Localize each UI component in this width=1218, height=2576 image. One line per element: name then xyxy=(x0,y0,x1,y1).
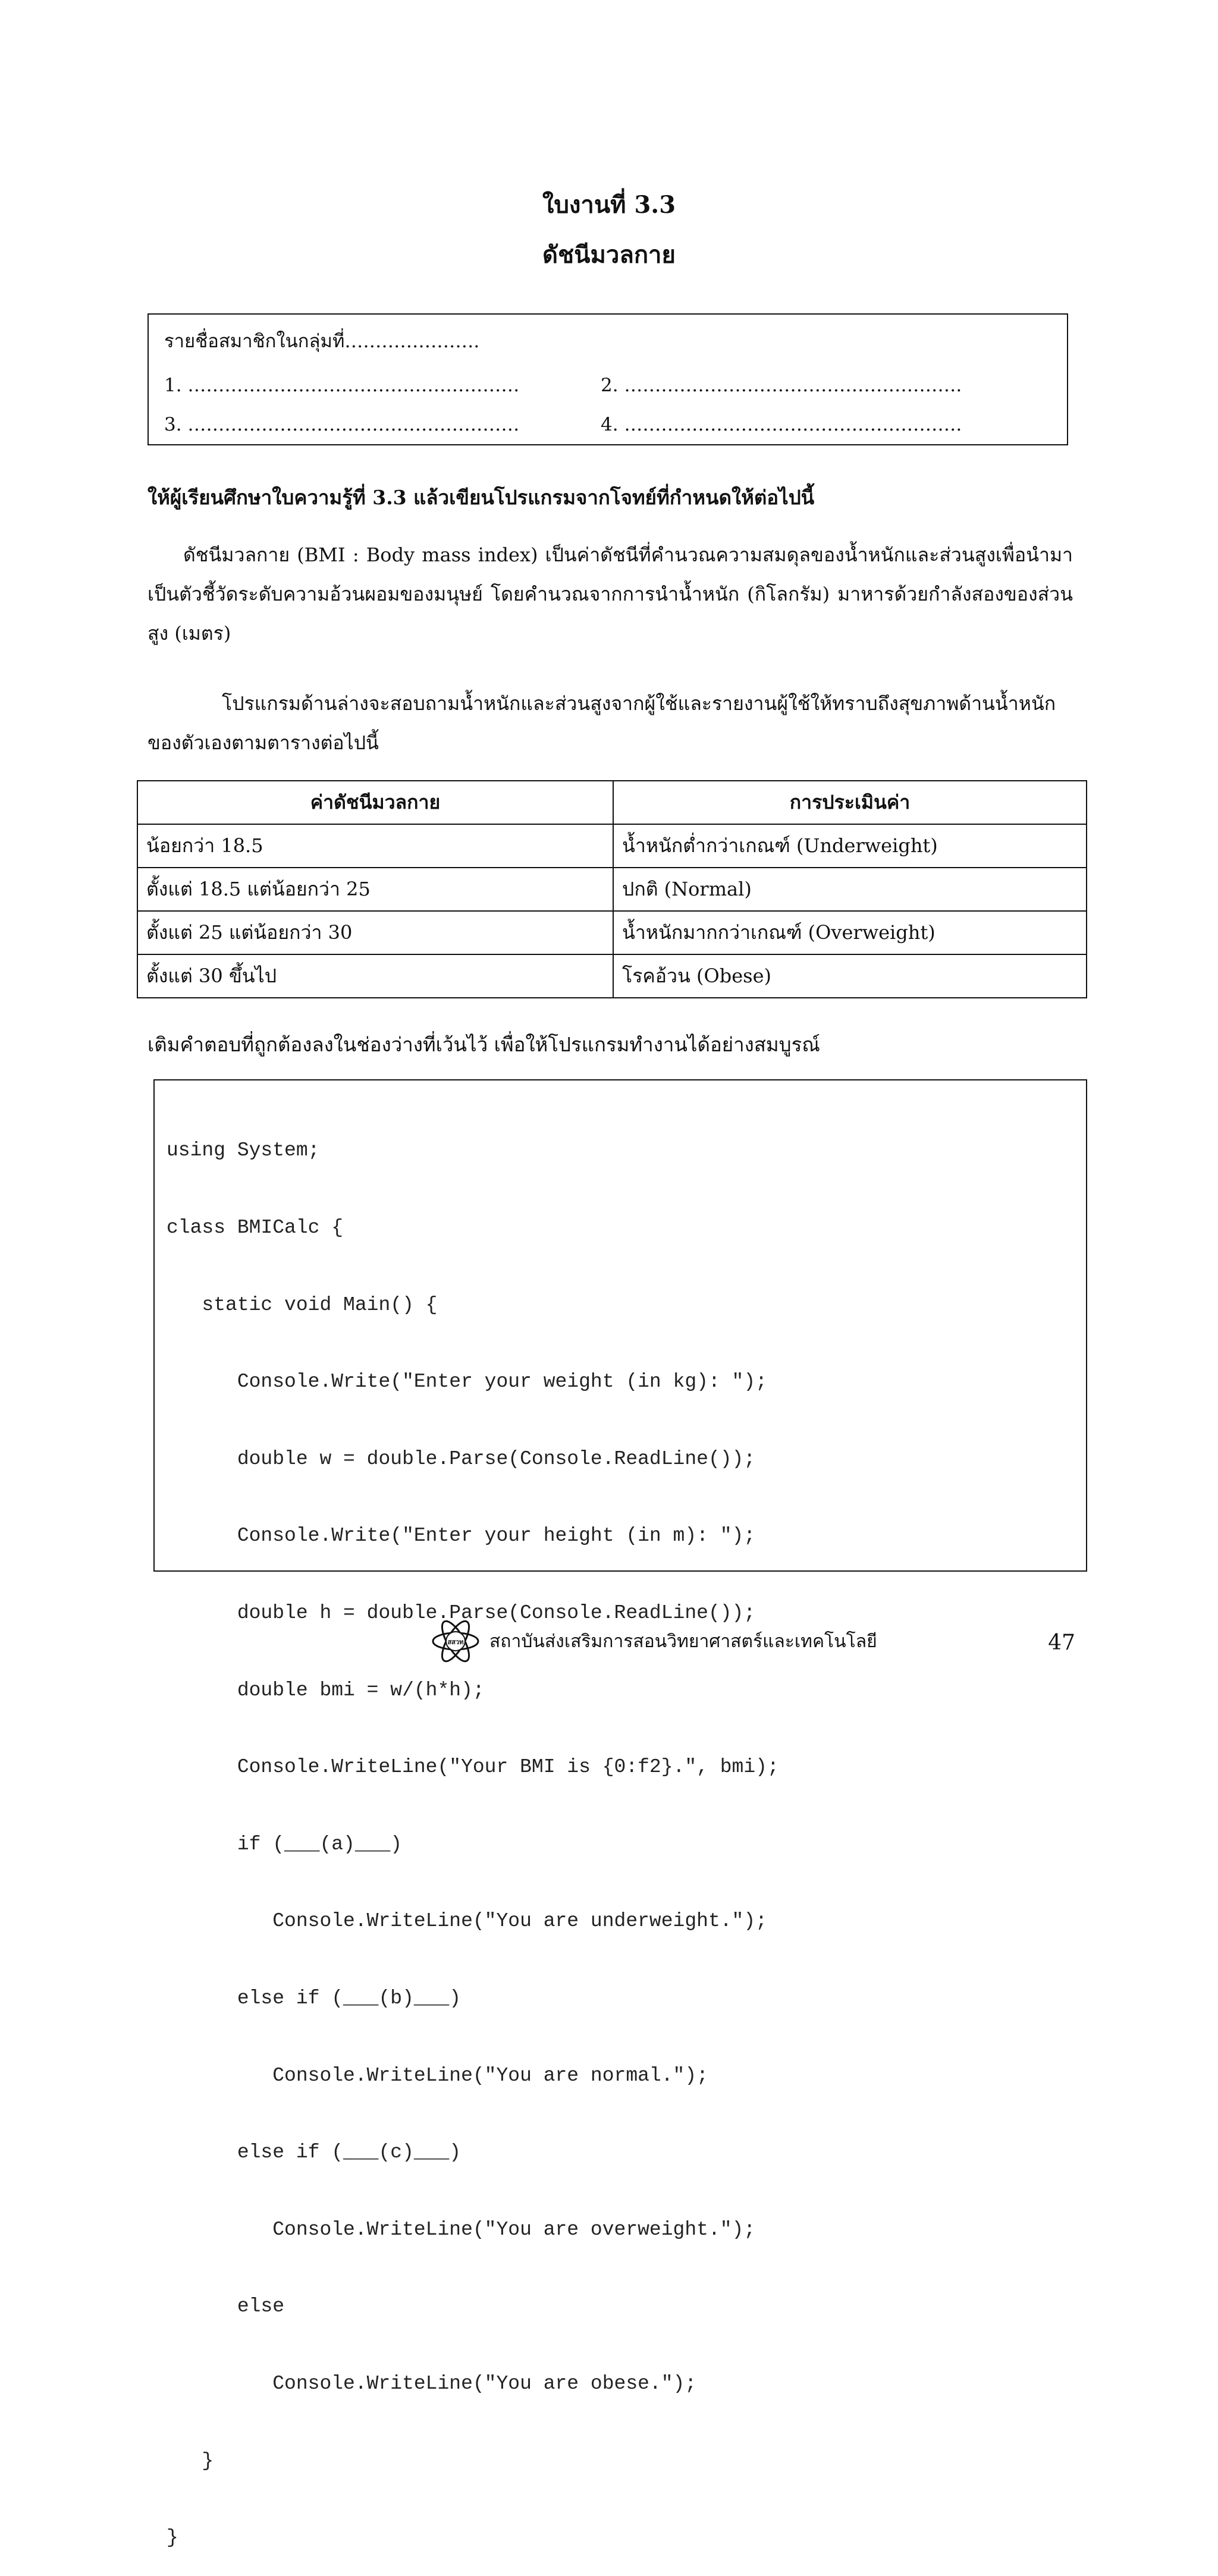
table-header-row xyxy=(137,781,1087,824)
bmi-criteria-table xyxy=(137,780,1087,998)
code-line: double bmi = w/(h*h); xyxy=(167,1679,485,1701)
code-line: Console.WriteLine("You are underweight."); xyxy=(167,1910,767,1933)
group-members-box xyxy=(147,313,1068,445)
fill-in-instruction: เติมคำตอบที่ถูกต้องลงในช่องว่างที่เว้นไว้ เพื่อให้โปรแกรมทำงานได้อย่างสมบูรณ์ xyxy=(147,1033,820,1056)
logo-label: สสวท xyxy=(447,1638,464,1646)
worksheet-title: ใบงานที่ 3.3 xyxy=(542,191,676,219)
members-row-1 xyxy=(164,376,519,395)
page-number: 47 xyxy=(1048,1631,1075,1655)
member-4-field: 4. ………………………………………………. xyxy=(601,414,962,435)
code-line: Console.WriteLine("You are normal."); xyxy=(167,2064,708,2087)
program-description-paragraph: โปรแกรมด้านล่างจะสอบถามน้ำหนักและส่วนสูงจากผู้ใช้และรายงานผู้ใช้ให้ทราบถึงสุขภาพด้านน้ำหนักของตัวเองตามตารางต่อไปนี้ xyxy=(147,692,1056,754)
members-heading: รายชื่อสมาชิกในกลุ่มที่…………………. xyxy=(164,331,480,352)
table-cell-assessment: ปกติ (Normal) xyxy=(613,868,1087,911)
page-footer xyxy=(431,1617,877,1665)
ipst-logo-icon xyxy=(431,1616,480,1667)
code-line: using System; xyxy=(167,1139,320,1162)
code-line: Console.WriteLine("You are overweight."); xyxy=(167,2218,756,2241)
table-cell-bmi: น้อยกว่า 18.5 xyxy=(137,824,613,868)
table-cell-bmi: ตั้งแต่ 18.5 แต่น้อยกว่า 25 xyxy=(137,868,613,911)
table-cell-bmi: ตั้งแต่ 25 แต่น้อยกว่า 30 xyxy=(137,911,613,954)
worksheet-subtitle: ดัชนีมวลกาย xyxy=(542,241,676,269)
code-line: Console.Write("Enter your weight (in kg): "); xyxy=(167,1371,767,1393)
code-line: double h = double.Parse(Console.ReadLine()); xyxy=(167,1601,756,1624)
members-row-2 xyxy=(164,416,519,434)
table-row xyxy=(137,954,1087,998)
code-line-blank-a: if (___(a)___) xyxy=(167,1833,403,1855)
code-line-blank-c: else if (___(c)___) xyxy=(167,2141,462,2164)
table-row xyxy=(137,911,1087,954)
bmi-definition-paragraph: ดัชนีมวลกาย (BMI : Body mass index) เป็นค่าดัชนีที่คำนวณความสมดุลของน้ำหนักและส่วนสูงเพื่อนำมาเป็นตัวชี้วัดระดับความอ้วนผอมของมนุษย์ โดยคำนวณจากการนำน้ำหนัก (กิโลกรัม) มาหารด้วยกำลังสองของส่วนสูง (เมตร) xyxy=(147,544,1073,645)
table-cell-assessment: น้ำหนักต่ำกว่าเกณฑ์ (Underweight) xyxy=(613,824,1087,868)
code-line: Console.WriteLine("You are obese."); xyxy=(167,2372,697,2395)
code-line: else xyxy=(167,2295,285,2318)
table-header-bmi: ค่าดัชนีมวลกาย xyxy=(137,781,613,824)
code-line: } xyxy=(167,2527,178,2549)
table-row xyxy=(137,824,1087,868)
table-header-assessment: การประเมินค่า xyxy=(613,781,1087,824)
code-line: Console.Write("Enter your height (in m): "); xyxy=(167,1525,756,1547)
code-line: double w = double.Parse(Console.ReadLine()); xyxy=(167,1447,756,1470)
instruction-heading: ให้ผู้เรียนศึกษาใบความรู้ที่ 3.3 แล้วเขียนโปรแกรมจากโจทย์ที่กำหนดให้ต่อไปนี้ xyxy=(147,486,815,509)
code-line-blank-b: else if (___(b)___) xyxy=(167,1987,462,2009)
institution-name: สถาบันส่งเสริมการสอนวิทยาศาสตร์และเทคโนโลยี xyxy=(489,1631,877,1652)
code-line: Console.WriteLine("Your BMI is {0:f2}.", bmi); xyxy=(167,1756,779,1779)
code-line: static void Main() { xyxy=(167,1293,438,1316)
member-3-field: 3. ……………………………………………… xyxy=(164,414,520,435)
table-cell-assessment: น้ำหนักมากกว่าเกณฑ์ (Overweight) xyxy=(613,911,1087,954)
table-cell-assessment: โรคอ้วน (Obese) xyxy=(613,954,1087,998)
code-line: class BMICalc { xyxy=(167,1217,344,1239)
table-cell-bmi: ตั้งแต่ 30 ขึ้นไป xyxy=(137,954,613,998)
member-2-field: 2. ………………………………………………. xyxy=(601,375,962,396)
table-row xyxy=(137,868,1087,911)
code-line: } xyxy=(167,2449,214,2472)
member-1-field: 1. ……………………………………………… xyxy=(164,375,520,396)
